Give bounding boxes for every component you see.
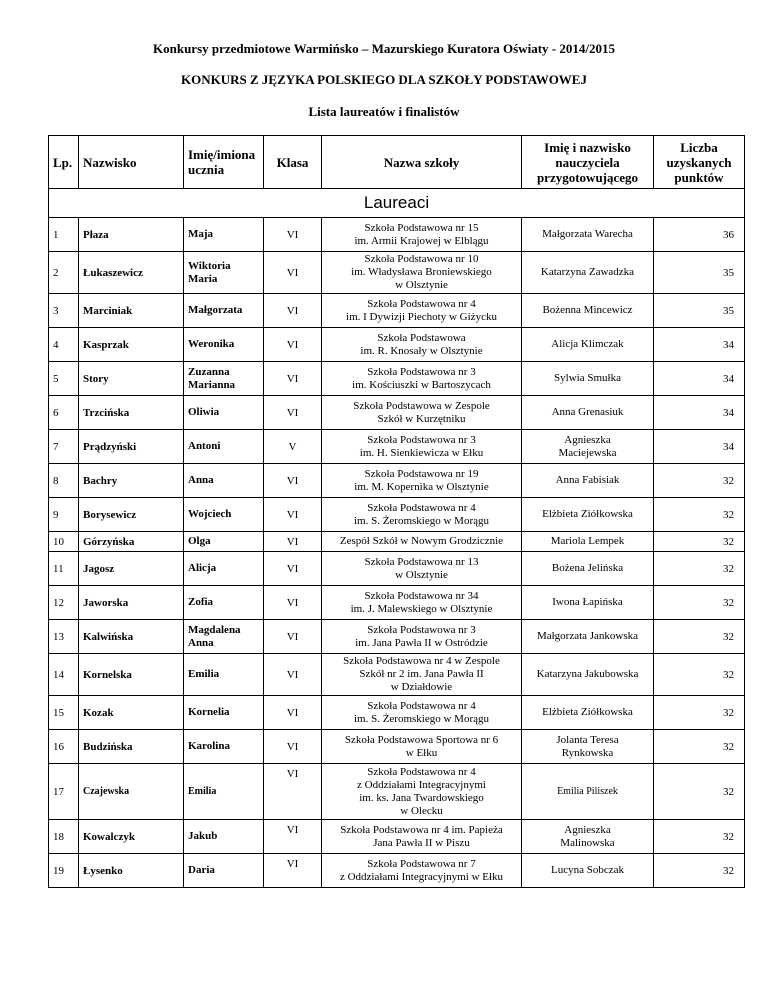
cell-klasa: VI bbox=[264, 620, 322, 654]
cell-lp: 8 bbox=[49, 464, 79, 498]
table-row bbox=[49, 294, 745, 328]
cell-nauczyciel: Alicja Klimczak bbox=[522, 328, 654, 362]
cell-klasa: VI bbox=[264, 294, 322, 328]
cell-nauczyciel: Emilia Piliszek bbox=[522, 764, 654, 820]
cell-nazwisko: Bachry bbox=[79, 464, 184, 498]
cell-klasa: VI bbox=[264, 696, 322, 730]
table-row bbox=[49, 328, 745, 362]
cell-imie: Jakub bbox=[184, 820, 264, 854]
cell-nauczyciel: Sylwia Smułka bbox=[522, 362, 654, 396]
column-header-imie: Imię/imiona ucznia bbox=[184, 136, 264, 189]
cell-imie: Magdalena Anna bbox=[184, 620, 264, 654]
cell-nauczyciel: Elżbieta Ziółkowska bbox=[522, 498, 654, 532]
cell-imie: Olga bbox=[184, 532, 264, 552]
cell-punkty: 32 bbox=[654, 854, 745, 888]
cell-lp: 11 bbox=[49, 552, 79, 586]
column-header-nauczyciel: Imię i nazwisko nauczyciela przygotowującego bbox=[522, 136, 654, 189]
cell-lp: 1 bbox=[49, 218, 79, 252]
cell-szkola: Szkoła Podstawowa nr 4 im. I Dywizji Piechoty w Giżycku bbox=[322, 294, 522, 328]
cell-nazwisko: Budzińska bbox=[79, 730, 184, 764]
cell-lp: 7 bbox=[49, 430, 79, 464]
cell-punkty: 32 bbox=[654, 552, 745, 586]
cell-imie: Alicja bbox=[184, 552, 264, 586]
cell-klasa: VI bbox=[264, 552, 322, 586]
cell-lp: 3 bbox=[49, 294, 79, 328]
cell-klasa: VI bbox=[264, 820, 322, 854]
cell-punkty: 34 bbox=[654, 362, 745, 396]
column-header-punkty: Liczba uzyskanych punktów bbox=[654, 136, 745, 189]
cell-szkola: Szkoła Podstawowa nr 4 w Zespole Szkół nr 2 im. Jana Pawła II w Działdowie bbox=[322, 654, 522, 696]
table-row bbox=[49, 532, 745, 552]
cell-lp: 17 bbox=[49, 764, 79, 820]
cell-klasa: V bbox=[264, 430, 322, 464]
cell-imie: Emilia bbox=[184, 764, 264, 820]
cell-punkty: 32 bbox=[654, 620, 745, 654]
cell-punkty: 32 bbox=[654, 696, 745, 730]
cell-nauczyciel: Iwona Łapińska bbox=[522, 586, 654, 620]
cell-szkola: Szkoła Podstawowa im. R. Knosały w Olsztynie bbox=[322, 328, 522, 362]
cell-klasa: VI bbox=[264, 764, 322, 820]
cell-punkty: 32 bbox=[654, 464, 745, 498]
cell-szkola: Szkoła Podstawowa nr 4 im. S. Żeromskiego w Morągu bbox=[322, 696, 522, 730]
cell-klasa: VI bbox=[264, 654, 322, 696]
column-header-nazwisko: Nazwisko bbox=[79, 136, 184, 189]
cell-lp: 5 bbox=[49, 362, 79, 396]
table-row bbox=[49, 654, 745, 696]
cell-szkola: Szkoła Podstawowa nr 10 im. Władysława Broniewskiego w Olsztynie bbox=[322, 252, 522, 294]
cell-nauczyciel: Małgorzata Jankowska bbox=[522, 620, 654, 654]
cell-szkola: Szkoła Podstawowa nr 34 im. J. Malewskiego w Olsztynie bbox=[322, 586, 522, 620]
table-row bbox=[49, 764, 745, 820]
list-title: Lista laureatów i finalistów bbox=[308, 104, 460, 119]
cell-szkola: Szkoła Podstawowa nr 4 im. Papieża Jana Pawła II w Piszu bbox=[322, 820, 522, 854]
cell-szkola: Szkoła Podstawowa nr 3 im. Kościuszki w Bartoszycach bbox=[322, 362, 522, 396]
cell-nauczyciel: Elżbieta Ziółkowska bbox=[522, 696, 654, 730]
cell-punkty: 32 bbox=[654, 654, 745, 696]
cell-szkola: Szkoła Podstawowa nr 3 im. Jana Pawła II w Ostródzie bbox=[322, 620, 522, 654]
cell-szkola: Szkoła Podstawowa nr 4 im. S. Żeromskiego w Morągu bbox=[322, 498, 522, 532]
cell-szkola: Zespół Szkół w Nowym Grodzicznie bbox=[322, 532, 522, 552]
cell-szkola: Szkoła Podstawowa nr 4 z Oddziałami Integracyjnymi im. ks. Jana Twardowskiego w Olecku bbox=[322, 764, 522, 820]
cell-nauczyciel: Katarzyna Zawadzka bbox=[522, 252, 654, 294]
cell-nazwisko: Jagosz bbox=[79, 552, 184, 586]
cell-szkola: Szkoła Podstawowa nr 19 im. M. Kopernika w Olsztynie bbox=[322, 464, 522, 498]
cell-klasa: VI bbox=[264, 730, 322, 764]
cell-klasa: VI bbox=[264, 218, 322, 252]
cell-nazwisko: Borysewicz bbox=[79, 498, 184, 532]
cell-punkty: 32 bbox=[654, 820, 745, 854]
document-title: Konkursy przedmiotowe Warmińsko – Mazurskiego Kuratora Oświaty - 2014/2015 bbox=[153, 41, 615, 56]
cell-nazwisko: Kornelska bbox=[79, 654, 184, 696]
cell-szkola: Szkoła Podstawowa nr 13 w Olsztynie bbox=[322, 552, 522, 586]
cell-nazwisko: Kozak bbox=[79, 696, 184, 730]
cell-nauczyciel: Agnieszka Maciejewska bbox=[522, 430, 654, 464]
cell-imie: Wiktoria Maria bbox=[184, 252, 264, 294]
cell-punkty: 32 bbox=[654, 498, 745, 532]
cell-punkty: 32 bbox=[654, 532, 745, 552]
cell-nazwisko: Górzyńska bbox=[79, 532, 184, 552]
cell-nauczyciel: Lucyna Sobczak bbox=[522, 854, 654, 888]
table-row bbox=[49, 552, 745, 586]
cell-klasa: VI bbox=[264, 396, 322, 430]
table-row bbox=[49, 820, 745, 854]
cell-punkty: 36 bbox=[654, 218, 745, 252]
cell-nauczyciel: Bożena Jelińska bbox=[522, 552, 654, 586]
cell-klasa: VI bbox=[264, 498, 322, 532]
cell-nauczyciel: Bożenna Mincewicz bbox=[522, 294, 654, 328]
cell-szkola: Szkoła Podstawowa nr 3 im. H. Sienkiewicza w Ełku bbox=[322, 430, 522, 464]
cell-nazwisko: Marciniak bbox=[79, 294, 184, 328]
table-row bbox=[49, 620, 745, 654]
cell-lp: 18 bbox=[49, 820, 79, 854]
cell-nazwisko: Story bbox=[79, 362, 184, 396]
cell-szkola: Szkoła Podstawowa nr 15 im. Armii Krajowej w Elblągu bbox=[322, 218, 522, 252]
cell-lp: 10 bbox=[49, 532, 79, 552]
cell-imie: Maja bbox=[184, 218, 264, 252]
cell-nazwisko: Łukaszewicz bbox=[79, 252, 184, 294]
cell-nazwisko: Kasprzak bbox=[79, 328, 184, 362]
cell-szkola: Szkoła Podstawowa nr 7 z Oddziałami Integracyjnymi w Ełku bbox=[322, 854, 522, 888]
cell-nauczyciel: Agnieszka Malinowska bbox=[522, 820, 654, 854]
cell-lp: 19 bbox=[49, 854, 79, 888]
section-row bbox=[49, 189, 745, 218]
cell-klasa: VI bbox=[264, 586, 322, 620]
cell-nazwisko: Czajewska bbox=[79, 764, 184, 820]
cell-imie: Daria bbox=[184, 854, 264, 888]
cell-imie: Zuzanna Marianna bbox=[184, 362, 264, 396]
cell-nazwisko: Płaza bbox=[79, 218, 184, 252]
cell-punkty: 32 bbox=[654, 764, 745, 820]
cell-lp: 16 bbox=[49, 730, 79, 764]
cell-lp: 14 bbox=[49, 654, 79, 696]
cell-nazwisko: Kalwińska bbox=[79, 620, 184, 654]
cell-klasa: VI bbox=[264, 252, 322, 294]
table-row bbox=[49, 396, 745, 430]
table-row bbox=[49, 854, 745, 888]
cell-lp: 6 bbox=[49, 396, 79, 430]
cell-klasa: VI bbox=[264, 362, 322, 396]
cell-klasa: VI bbox=[264, 464, 322, 498]
cell-punkty: 35 bbox=[654, 252, 745, 294]
table-row bbox=[49, 218, 745, 252]
table-row bbox=[49, 430, 745, 464]
cell-nazwisko: Prądzyński bbox=[79, 430, 184, 464]
column-header-lp: Lp. bbox=[49, 136, 79, 189]
cell-lp: 13 bbox=[49, 620, 79, 654]
cell-nauczyciel: Katarzyna Jakubowska bbox=[522, 654, 654, 696]
section-title: Laureaci bbox=[49, 189, 745, 218]
cell-klasa: VI bbox=[264, 532, 322, 552]
cell-lp: 15 bbox=[49, 696, 79, 730]
table-row bbox=[49, 464, 745, 498]
table-row bbox=[49, 498, 745, 532]
cell-imie: Zofia bbox=[184, 586, 264, 620]
cell-punkty: 32 bbox=[654, 586, 745, 620]
cell-nauczyciel: Mariola Lempek bbox=[522, 532, 654, 552]
table-row bbox=[49, 586, 745, 620]
cell-nauczyciel: Anna Fabisiak bbox=[522, 464, 654, 498]
cell-imie: Wojciech bbox=[184, 498, 264, 532]
table-row bbox=[49, 252, 745, 294]
cell-imie: Kornelia bbox=[184, 696, 264, 730]
column-header-klasa: Klasa bbox=[264, 136, 322, 189]
cell-lp: 2 bbox=[49, 252, 79, 294]
cell-klasa: VI bbox=[264, 328, 322, 362]
cell-punkty: 35 bbox=[654, 294, 745, 328]
cell-nazwisko: Jaworska bbox=[79, 586, 184, 620]
cell-imie: Antoni bbox=[184, 430, 264, 464]
cell-punkty: 34 bbox=[654, 396, 745, 430]
cell-nazwisko: Kowalczyk bbox=[79, 820, 184, 854]
cell-imie: Weronika bbox=[184, 328, 264, 362]
cell-nauczyciel: Małgorzata Warecha bbox=[522, 218, 654, 252]
cell-imie: Karolina bbox=[184, 730, 264, 764]
cell-imie: Emilia bbox=[184, 654, 264, 696]
cell-lp: 9 bbox=[49, 498, 79, 532]
cell-punkty: 32 bbox=[654, 730, 745, 764]
cell-lp: 4 bbox=[49, 328, 79, 362]
cell-lp: 12 bbox=[49, 586, 79, 620]
table-row bbox=[49, 696, 745, 730]
cell-imie: Małgorzata bbox=[184, 294, 264, 328]
cell-klasa: VI bbox=[264, 854, 322, 888]
cell-szkola: Szkoła Podstawowa Sportowa nr 6 w Ełku bbox=[322, 730, 522, 764]
cell-nazwisko: Łysenko bbox=[79, 854, 184, 888]
cell-nauczyciel: Jolanta Teresa Rynkowska bbox=[522, 730, 654, 764]
cell-szkola: Szkoła Podstawowa w Zespole Szkół w Kurzętniku bbox=[322, 396, 522, 430]
table-header-row bbox=[49, 136, 745, 189]
cell-punkty: 34 bbox=[654, 430, 745, 464]
cell-nauczyciel: Anna Grenasiuk bbox=[522, 396, 654, 430]
laureates-table bbox=[48, 135, 745, 888]
cell-imie: Anna bbox=[184, 464, 264, 498]
cell-imie: Oliwia bbox=[184, 396, 264, 430]
cell-nazwisko: Trzcińska bbox=[79, 396, 184, 430]
cell-punkty: 34 bbox=[654, 328, 745, 362]
column-header-szkola: Nazwa szkoły bbox=[322, 136, 522, 189]
competition-title: KONKURS Z JĘZYKA POLSKIEGO DLA SZKOŁY PODSTAWOWEJ bbox=[181, 72, 587, 87]
table-row bbox=[49, 362, 745, 396]
table-row bbox=[49, 730, 745, 764]
